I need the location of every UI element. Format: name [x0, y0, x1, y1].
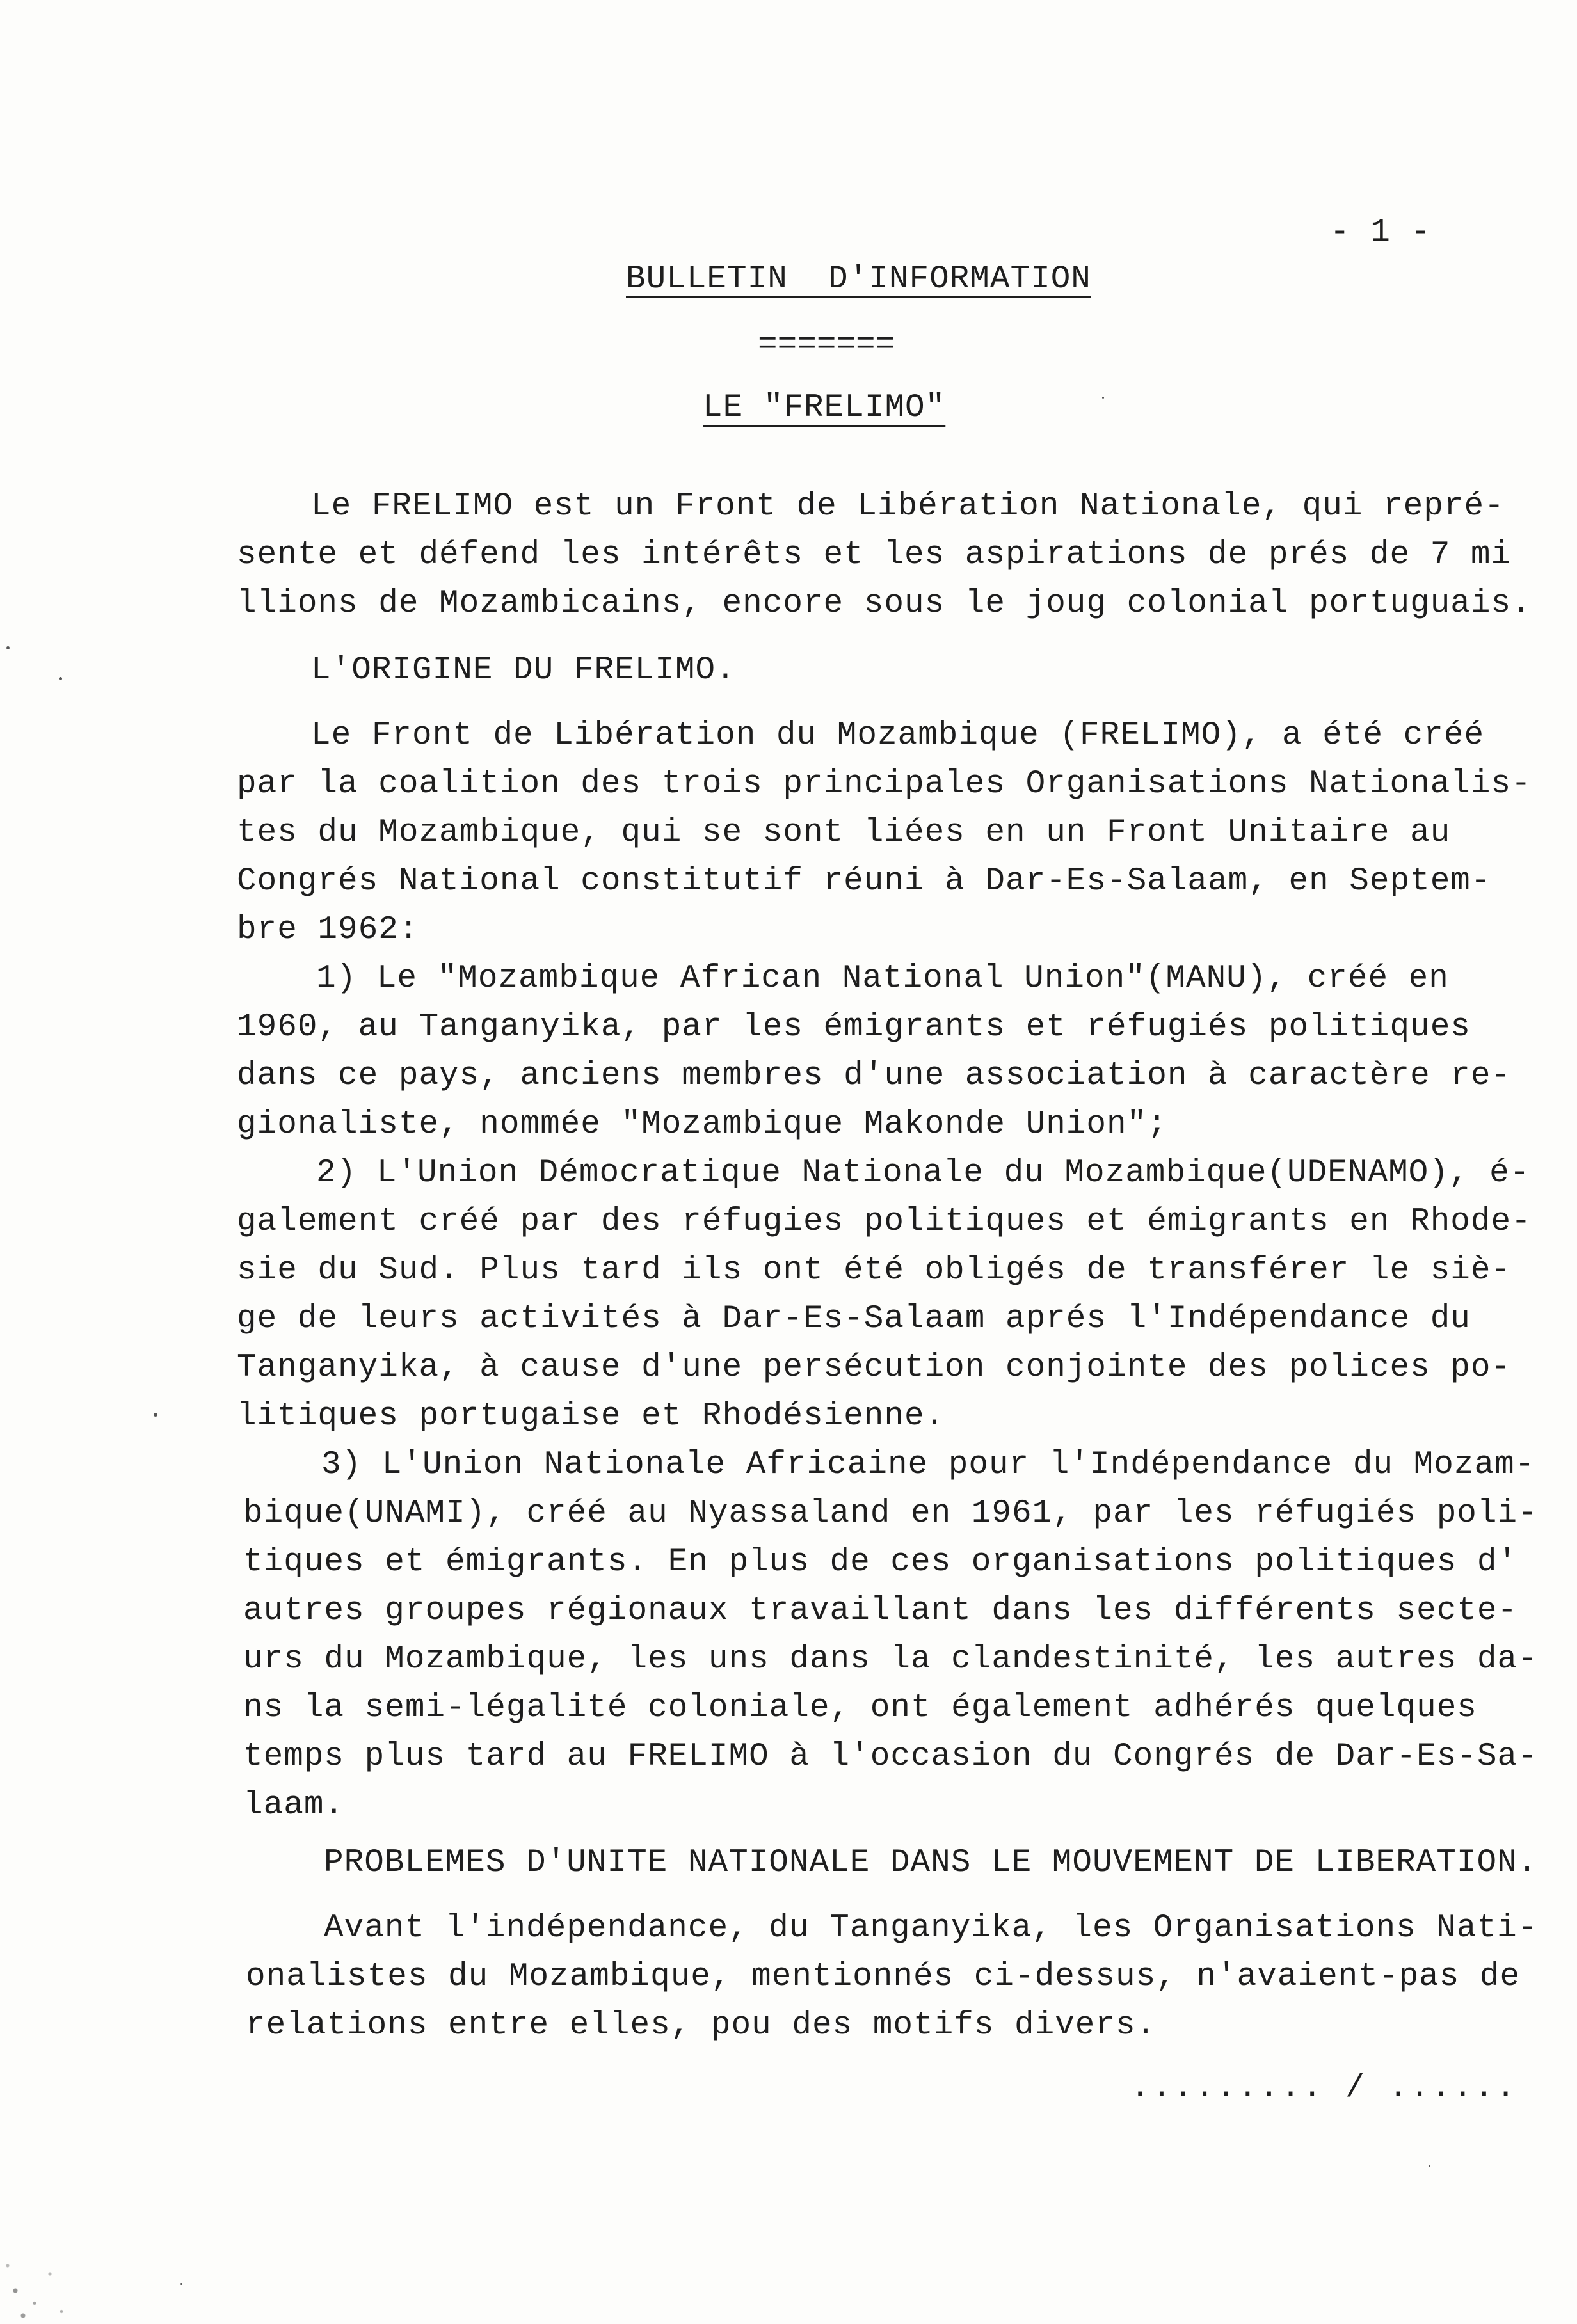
- document-title: BULLETIN D'INFORMATION: [626, 261, 1091, 298]
- body-line: Congrés National constitutif réuni à Dar-Es-Salaam, en Septem-: [237, 863, 1491, 900]
- body-line: ge de leurs activités à Dar-Es-Salaam aprés l'Indépendance du: [237, 1301, 1471, 1337]
- body-line: litiques portugaise et Rhodésienne.: [237, 1398, 945, 1435]
- section-heading: PROBLEMES D'UNITE NATIONALE DANS LE MOUVEMENT DE LIBERATION.: [324, 1845, 1538, 1881]
- page-number: - 1 -: [1330, 214, 1432, 251]
- body-line: relations entre elles, pou des motifs divers.: [246, 2007, 1157, 2044]
- document-subtitle: LE "FRELIMO": [703, 390, 946, 426]
- body-line: onalistes du Mozambique, mentionnés ci-dessus, n'avaient-pas de: [246, 1959, 1521, 1995]
- body-line: llions de Mozambicains, encore sous le joug colonial portuguais.: [237, 585, 1532, 622]
- body-line: Avant l'indépendance, du Tanganyika, les Organisations Nati-: [324, 1910, 1538, 1946]
- body-line: tiques et émigrants. En plus de ces organisations politiques d': [243, 1544, 1518, 1580]
- body-line: galement créé par des réfugies politiques et émigrants en Rhode-: [237, 1204, 1532, 1240]
- scan-speck: [59, 677, 62, 680]
- body-line: temps plus tard au FRELIMO à l'occasion du Congrés de Dar-Es-Sa-: [243, 1739, 1538, 1775]
- continuation-marker: ......... / ......: [1130, 2070, 1517, 2106]
- body-line: Tanganyika, à cause d'une persécution conjointe des polices po-: [237, 1349, 1512, 1386]
- body-line: urs du Mozambique, les uns dans la clandestinité, les autres da-: [243, 1641, 1538, 1678]
- scan-speck: [6, 646, 10, 649]
- body-line: sie du Sud. Plus tard ils ont été obligés de transférer le siè-: [237, 1252, 1512, 1289]
- scan-speck: [1429, 2165, 1430, 2167]
- body-line: Le Front de Libération du Mozambique (FRELIMO), a été créé: [311, 717, 1485, 754]
- scan-noise: [0, 2241, 77, 2324]
- scan-speck: [1102, 397, 1104, 399]
- section-heading: L'ORIGINE DU FRELIMO.: [311, 652, 736, 688]
- scan-speck: [154, 1413, 157, 1417]
- body-line: dans ce pays, anciens membres d'une association à caractère re-: [237, 1058, 1512, 1094]
- body-line: tes du Mozambique, qui se sont liées en un Front Unitaire au: [237, 815, 1451, 851]
- body-line: ns la semi-légalité coloniale, ont également adhérés quelques: [243, 1690, 1477, 1726]
- body-line: 1960, au Tanganyika, par les émigrants et réfugiés politiques: [237, 1009, 1471, 1046]
- body-line: gionaliste, nommée "Mozambique Makonde Union";: [237, 1106, 1167, 1143]
- body-line: laam.: [243, 1787, 345, 1824]
- list-item: 3) L'Union Nationale Africaine pour l'Indépendance du Mozam-: [321, 1447, 1535, 1483]
- body-line: par la coalition des trois principales Organisations Nationalis-: [237, 766, 1532, 802]
- body-line: autres groupes régionaux travaillant dans les différents secte-: [243, 1593, 1518, 1629]
- body-line: bique(UNAMI), créé au Nyassaland en 1961, par les réfugiés poli-: [243, 1495, 1538, 1532]
- title-separator: =======: [758, 327, 895, 363]
- body-line: bre 1962:: [237, 912, 419, 948]
- list-item: 1) Le "Mozambique African National Union"(MANU), créé en: [316, 960, 1449, 997]
- body-line: sente et défend les intérêts et les aspirations de prés de 7 mi: [237, 537, 1512, 573]
- list-item: 2) L'Union Démocratique Nationale du Mozambique(UDENAMO), é-: [316, 1155, 1530, 1191]
- scan-speck: [180, 2283, 182, 2285]
- body-line: Le FRELIMO est un Front de Libération Nationale, qui repré-: [311, 488, 1505, 525]
